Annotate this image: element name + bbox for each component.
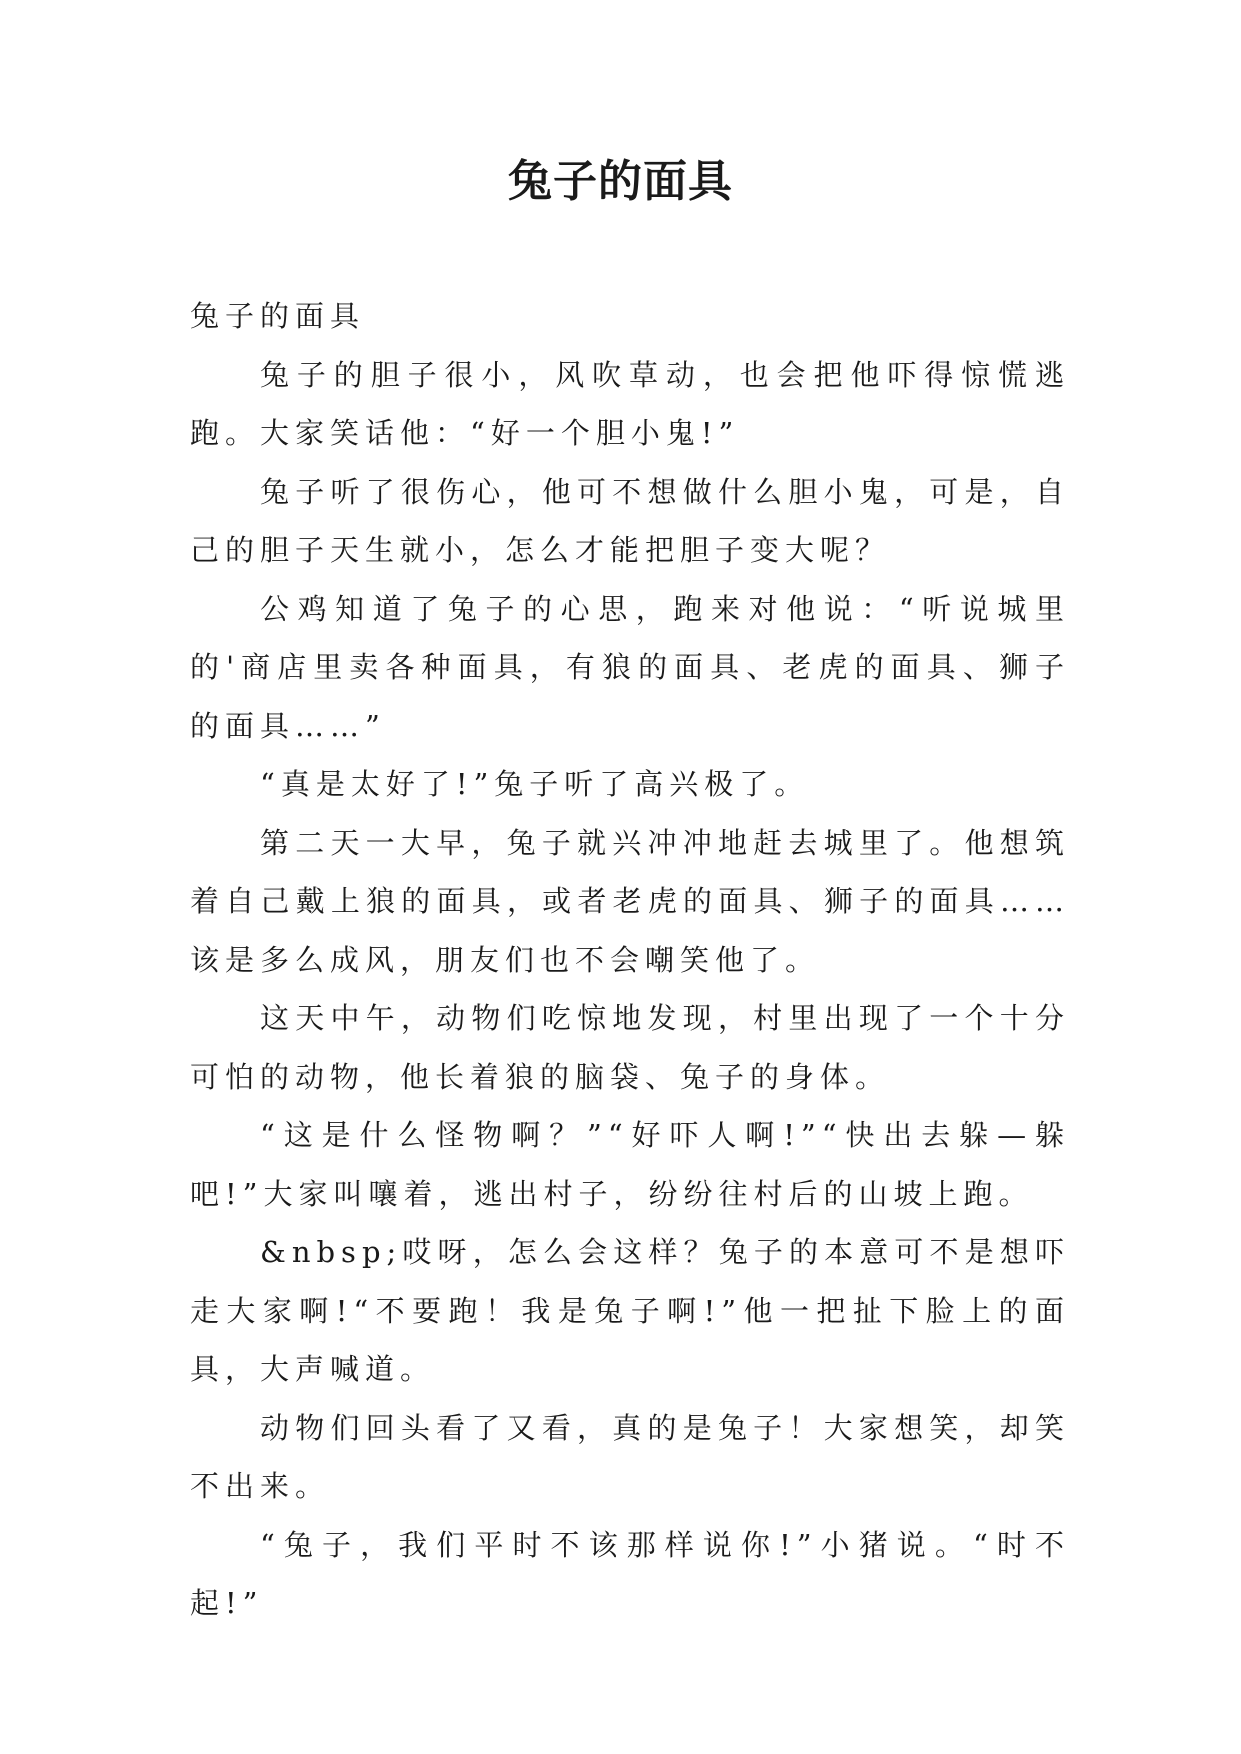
paragraph: 公鸡知道了兔子的心思，跑来对他说：“听说城里的'商店里卖各种面具，有狼的面具、老虎的面具、狮子的面具……”	[190, 591, 1070, 743]
document-body	[190, 287, 1070, 1633]
document-title: 兔子的面具	[508, 156, 733, 207]
paragraph: “真是太好了!”兔子听了高兴极了。	[260, 767, 810, 801]
paragraph: 动物们回头看了又看，真的是兔子！大家想笑，却笑不出来。	[190, 1410, 1070, 1503]
paragraph-heading: 兔子的面具	[190, 299, 366, 333]
paragraph: 第二天一大早，兔子就兴冲冲地赶去城里了。他想筑着自己戴上狼的面具，或者老虎的面具、狮子的面具……该是多么成风，朋友们也不会嘲笑他了。	[190, 825, 1070, 977]
paragraph: “兔子，我们平时不该那样说你!”小猪说。“时不起!”	[190, 1527, 1070, 1620]
paragraph: &nbsp;哎呀，怎么会这样？兔子的本意可不是想吓走大家啊!“不要跑！我是兔子啊!”他一把扯下脸上的面具，大声喊道。	[190, 1235, 1070, 1386]
paragraph: 这天中午，动物们吃惊地发现，村里出现了一个十分可怕的动物，他长着狼的脑袋、兔子的身体。	[190, 1001, 1070, 1094]
paragraph: 兔子听了很伤心，他可不想做什么胆小鬼，可是，自己的胆子天生就小，怎么才能把胆子变大呢？	[190, 474, 1070, 567]
paragraph: 兔子的胆子很小，风吹草动，也会把他吓得惊慌逃跑。大家笑话他：“好一个胆小鬼!”	[190, 357, 1070, 450]
paragraph: “这是什么怪物啊？”“好吓人啊!”“快出去躲—躲吧!”大家叫嚷着，逃出村子，纷纷往村后的山坡上跑。	[190, 1118, 1070, 1211]
